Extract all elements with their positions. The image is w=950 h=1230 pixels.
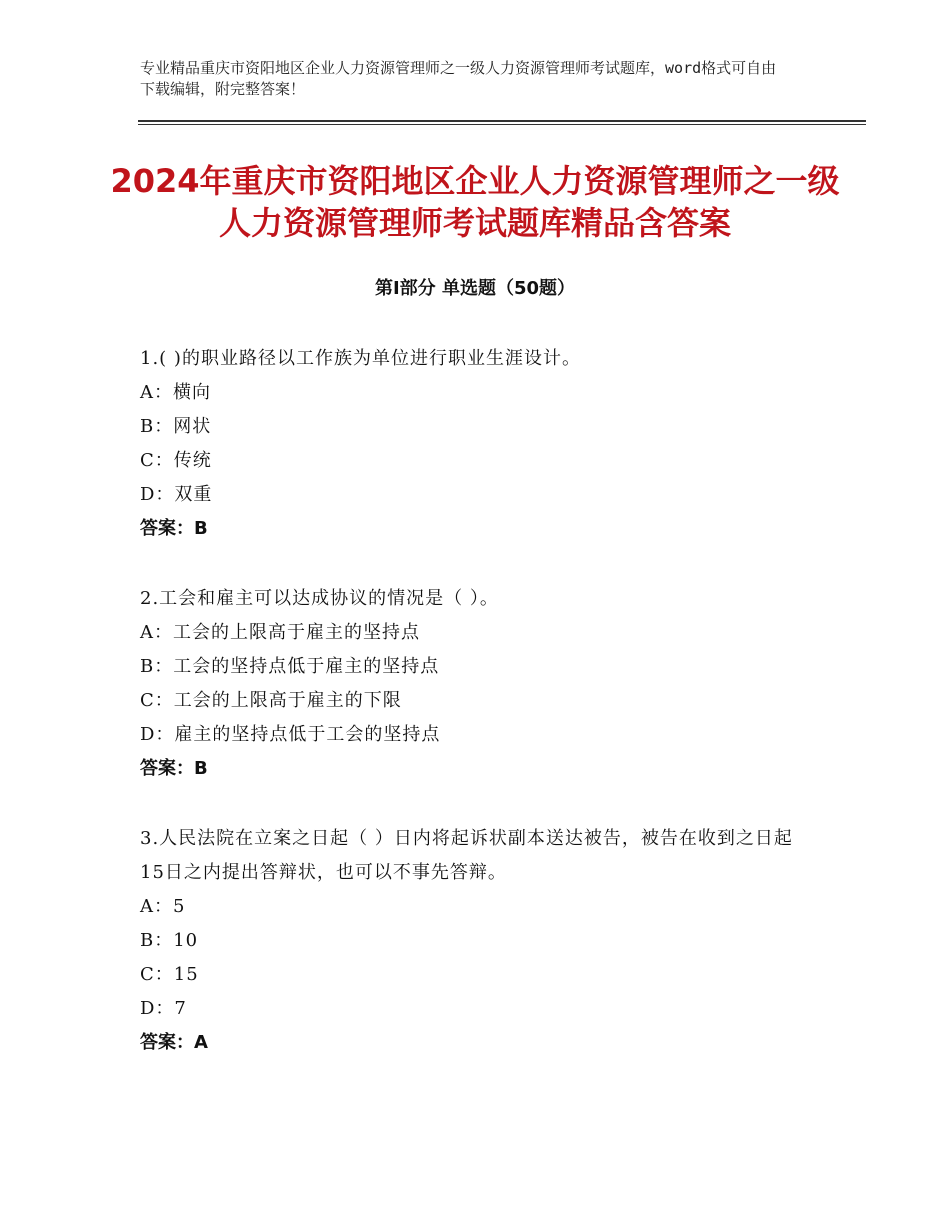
question-stem: 2.工会和雇主可以达成协议的情况是（ ）。 (140, 588, 499, 609)
question-1 (140, 342, 810, 546)
question-stem: 1.( )的职业路径以工作族为单位进行职业生涯设计。 (140, 348, 581, 369)
option-c: C：工会的上限高于雇主的下限 (140, 690, 402, 711)
option-a: A：工会的上限高于雇主的坚持点 (140, 622, 420, 643)
header-note: 专业精品重庆市资阳地区企业人力资源管理师之一级人力资源管理师考试题库，word格式可自由下载编辑，附完整答案！ (140, 59, 777, 98)
option-a: A：5 (140, 896, 186, 917)
section-heading: 第Ⅰ部分 单选题（50题） (374, 278, 575, 299)
option-c: C：传统 (140, 450, 212, 471)
option-c: C：15 (140, 964, 199, 985)
option-b: B：10 (140, 930, 199, 951)
answer: 答案：B (140, 758, 208, 779)
option-d: D：雇主的坚持点低于工会的坚持点 (140, 724, 441, 745)
option-b: B：网状 (140, 416, 212, 437)
option-b: B：工会的坚持点低于雇主的坚持点 (140, 656, 440, 677)
header-rule-thin (138, 124, 866, 125)
question-3 (140, 822, 810, 1060)
question-list (140, 342, 810, 1096)
option-a: A：横向 (140, 382, 211, 403)
question-stem: 3.人民法院在立案之日起（ ）日内将起诉状副本送达被告，被告在收到之日起15日之内提出答辩状，也可以不事先答辩。 (140, 828, 793, 883)
option-d: D：7 (140, 998, 187, 1019)
document-title: 2024年重庆市资阳地区企业人力资源管理师之一级人力资源管理师考试题库精品含答案 (110, 162, 840, 242)
answer: 答案：B (140, 518, 208, 539)
answer: 答案：A (140, 1032, 208, 1053)
question-2 (140, 582, 810, 786)
option-d: D：双重 (140, 484, 213, 505)
header-rule-thick (138, 120, 866, 122)
